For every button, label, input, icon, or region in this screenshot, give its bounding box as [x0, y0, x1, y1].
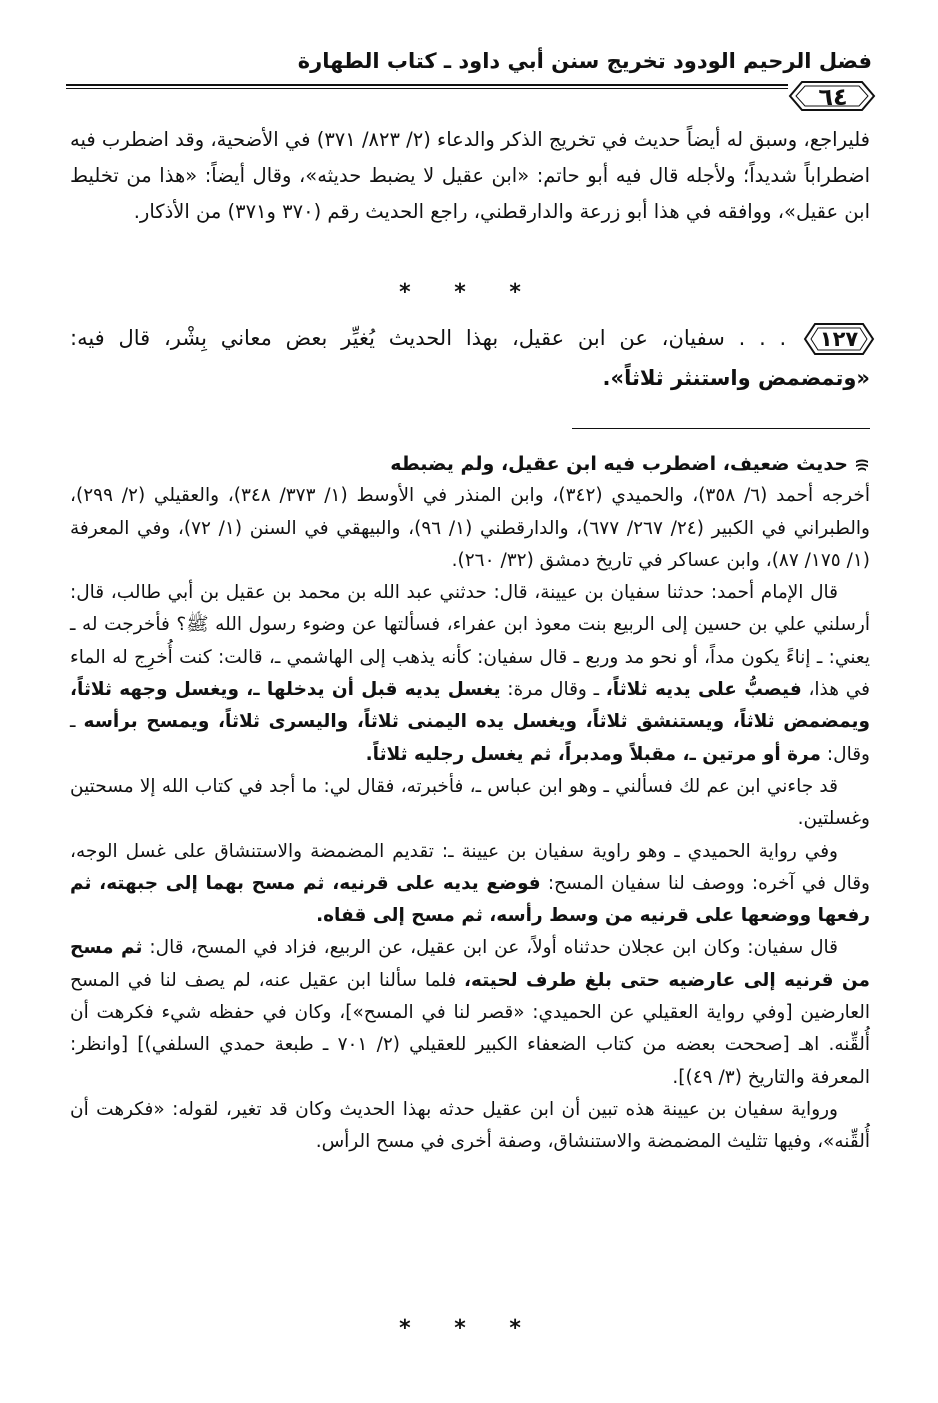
narration-text: وفي رواية الحميدي ـ وهو راوية سفيان بن عيينة ـ: تقديم المضمضة والاستنشاق على غسل الوجه، وقال في آخره: ووصف لنا سفيان المسح:: [70, 840, 870, 894]
header-rule-top: [66, 84, 871, 86]
hadith-entry: [70, 318, 870, 398]
narration-bold: فوضع يديه على قرنيه، ثم مسح بهما إلى جبهته، ثم رفعها ووضعها على قرنيه من وسط رأسه، ثم مسح إلى قفاه.: [70, 872, 870, 927]
narration-bold: فيصبُّ على يديه ثلاثاً،: [605, 679, 802, 701]
humaydi-paragraph: [70, 836, 870, 933]
end-separator: * * *: [399, 1316, 539, 1341]
paragraph-text: فليراجع، وسبق له أيضاً حديث في تخريج الذكر والدعاء (٢/ ٨٢٣/ ٣٧١) في الأضحية، وقد اضطرب فيه اضطراباً شديداً؛ ولأجله قال فيه أبو حاتم: «ابن عقيل لا يضبط حديثه»، وقال أيضاً: «هذا من تخليط ابن عقيل»، ووافقه في هذا أبو زرعة والدارقطني، راجع الحديث رقم (٣٧٠ و٣٧١) من الأذكار.: [70, 128, 870, 223]
page-number: ٦٤: [818, 83, 848, 111]
running-title: فضل الرحيم الودود تخريج سنن أبي داود ـ كتاب الطهارة: [297, 49, 872, 73]
header-rule-bottom: [66, 88, 871, 89]
section-separator: * * *: [399, 280, 539, 305]
narration-bold: يغسل يديه قبل أن يدخلها ـ، ويغسل وجهه ثلاثاً، ويمضمض ثلاثاً، ويستنشق ثلاثاً، ويغسل يده اليمنى ثلاثاً، واليسرى ثلاثاً، ويمسح برأسه: [70, 679, 870, 733]
narration-text: ـ وقال:: [70, 711, 870, 765]
hadith-number-badge: [808, 323, 870, 355]
hadith-number: ١٢٧: [819, 327, 859, 351]
hadith-quote: «وتمضمض واستنثر ثلاثاً».: [602, 366, 870, 390]
narration-text: فلما سألنا ابن عقيل عنه، لم يصف لنا في المسح العارضين [وفي رواية العقيلي عن الحميدي: «قصر لنا في المسح»]، وكان في حفظه شيء فكرهت أن أُلقِّنه. اهـ [صححت بعضه من كتاب الضعفاء الكبير للعقيلي (٢/ ٧٠١ ـ طبعة حمدي السلفي)] [وانظر: المعرفة والتاريخ (٣/ ٤٩)].: [70, 969, 870, 1088]
narration-bold: ثم مسح من قرنيه إلى عارضيه حتى بلغ طرف لحيته،: [70, 937, 870, 991]
narration-text: ـ وقال مرة:: [507, 679, 600, 701]
takhrij-paragraph: أخرجه أحمد (٦/ ٣٥٨)، والحميدي (٣٤٢)، وابن المنذر في الأوسط (١/ ٣٧٣/ ٣٤٨)، والعقيلي (٢/ ٢٩٩)، والطبراني في الكبير (٢٤/ ٢٦٧/ ٦٧٧)، والدارقطني (١/ ٩٦)، والبيهقي في السنن (١/ ٧٢)، وفي المعرفة (١/ ١٧٥/ ٨٧)، وابن عساكر في تاريخ دمشق (٣٢/ ٢٦٠).: [70, 485, 870, 571]
ahmad-narration-paragraph: [70, 577, 870, 771]
hadith-paragraph: [70, 318, 870, 398]
hadith-text: . . . سفيان، عن ابن عقيل، بهذا الحديث يُغيِّر بعض معاني بِشْر، قال فيه:: [70, 326, 787, 350]
narration-text: قال الإمام أحمد: حدثنا سفيان بن عيينة، قال: حدثني عبد الله بن محمد بن عقيل بن أبي طالب، قال: أرسلني علي بن حسين إلى الربيع بنت معوذ ابن عفراء، فسألتها عن وضوء رسول الله ﷺ؟ فأخرجت له ـ يعني: ـ إناءً يكون مداً، أو نحو مد وربع ـ قال سفيان: كأنه يذهب إلى الهاشمي ـ، قالت: كنت أُخرِج له الماء في هذا،: [70, 582, 870, 701]
hadith-grade: [70, 448, 870, 480]
footnote-divider: [572, 428, 870, 429]
continued-paragraph: [70, 122, 870, 230]
grade-text: حديث ضعيف، اضطرب فيه ابن عقيل، ولم يضبطه: [390, 453, 848, 475]
commentary-section: [70, 448, 870, 1159]
ibn-ajlan-paragraph: [70, 932, 870, 1093]
narration-text: قال سفيان: وكان ابن عجلان حدثناه أولاً، عن ابن عقيل، عن الربيع، فزاد في المسح، قال:: [149, 937, 838, 959]
flower-bullet-icon: [854, 458, 870, 472]
conclusion-paragraph: ورواية سفيان بن عيينة هذه تبين أن ابن عقيل حدثه بهذا الحديث وكان قد تغير، لقوله: «فكرهت أن أُلقِّنه»، وفيها تثليث المضمضة والاستنشاق، وصفة أخرى في مسح الرأس.: [70, 1098, 870, 1153]
narration-bold: مرة أو مرتين ـ، مقبلاً ومدبراً، ثم يغسل رجليه ثلاثاً.: [365, 743, 822, 765]
ibn-abbas-paragraph: قد جاءني ابن عم لك فسألني ـ وهو ابن عباس ـ، فأخبرته، فقال لي: ما أجد في كتاب الله إلا مسحتين وغسلتين.: [70, 775, 870, 830]
